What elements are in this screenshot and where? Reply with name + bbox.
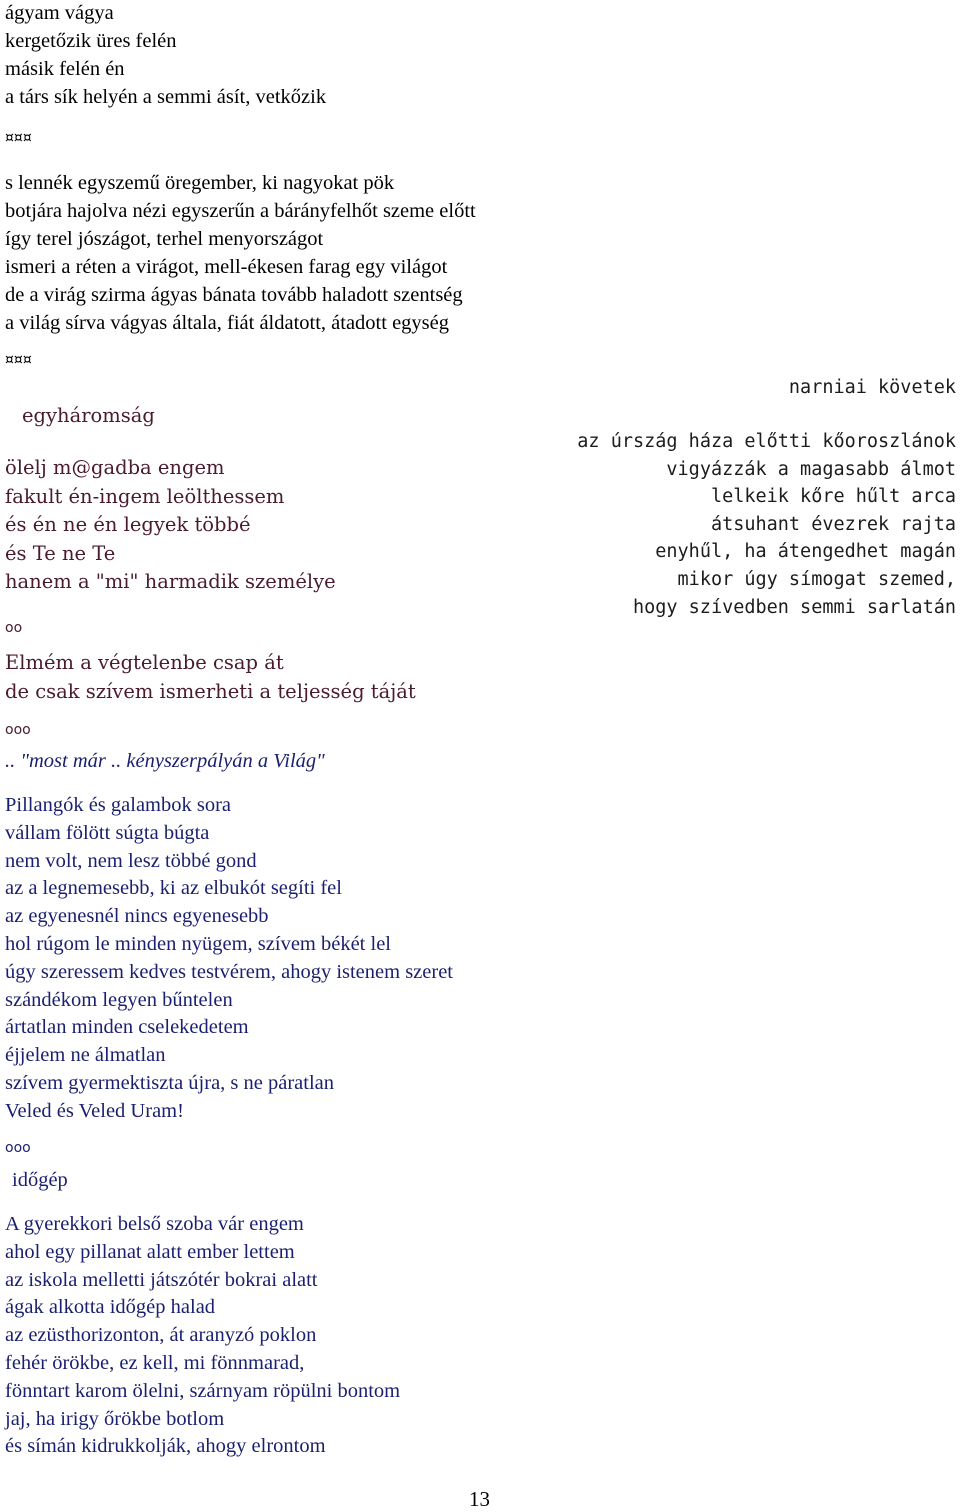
poem-line: és símán kidrukkolják, ahogy elrontom [5,1435,326,1458]
poem-line: fönntart karom ölelni, szárnyam röpülni bontom [5,1379,401,1402]
stanza-4 [5,649,416,706]
separator-currency: ¤¤¤ [5,352,32,368]
poem-line: éjjelem ne álmatlan [5,1044,166,1067]
separator-currency: ¤¤¤ [5,130,32,146]
poem-line: szándékom legyen bűntelen [5,988,233,1011]
poem-title-idogep: időgép [12,1169,68,1191]
right-stanza [577,428,956,621]
separator-circles: ooo [5,722,31,738]
poem-line: az a legnemesebb, ki az elbukót segíti fel [5,877,342,900]
poem-line: mikor úgy símogat szemed, [677,568,956,590]
poem-line: ágyam vágya [5,2,114,24]
stanza-1 [5,0,326,112]
poem-line: lelkeik kőre hűlt arca [710,486,956,508]
separator-circles: oo [5,620,23,636]
poem-line: hol rúgom le minden nyügem, szívem békét lel [5,932,391,955]
poem-line: az úrszág háza előtti kőoroszlánok [577,431,956,452]
poem-line: szívem gyermektiszta újra, s ne páratlan [5,1071,335,1094]
poem-line: ölelj m@gadba engem [5,456,225,479]
poem-line: hogy szívedben semmi sarlatán [632,596,956,618]
stanza-3 [5,454,336,597]
stanza-6 [5,1211,400,1461]
poem-line: ismeri a réten a virágot, mell-ékesen farag egy világot [5,255,448,278]
poem-line: jaj, ha irigy őrökbe botlom [5,1407,225,1430]
poem-line: az egyenesnél nincs egyenesebb [5,905,269,928]
poem-line: ahol egy pillanat alatt ember lettem [5,1240,295,1263]
poem-line: de a virág szirma ágyas bánata tovább haladott szentség [5,283,463,306]
poem-line: enyhűl, ha átengedhet magán [655,541,956,563]
poem-line: A gyerekkori belső szoba vár engem [5,1213,304,1235]
poem-line: fehér örökbe, ez kell, mi fönnmarad, [5,1351,305,1374]
poem-line: fakult én-ingem leölthessem [5,484,285,508]
poem-line: nem volt, nem lesz többé gond [5,849,257,872]
poem-line: Veled és Veled Uram! [5,1099,184,1122]
poem-line: a társ sík helyén a semmi ásít, vetkőzik [5,85,327,108]
poem-line: botjára hajolva nézi egyszerűn a bárányfelhőt szeme előtt [5,199,476,222]
poem-title-narniai-kovetek: narniai követek [788,377,956,398]
poem-line: hanem a "mi" harmadik személye [5,570,336,593]
poem-line: és én ne én legyek többé [5,513,251,536]
stanza-2 [5,170,476,337]
poem-title-egyharomsag: egyháromság [22,404,155,427]
poem-line: de csak szívem ismerheti a teljesség táját [5,679,416,703]
poem-line: s lennék egyszemű öregember, ki nagyokat pök [5,172,395,194]
poem-line: kergetőzik üres felén [5,29,177,52]
poem-title-most-mar: .. "most már .. kényszerpályán a Világ" [5,750,325,772]
poem-line: vállam fölött súgta búgta [5,821,210,844]
stanza-5 [5,792,453,1126]
poem-line: Elmém a végtelenbe csap át [5,651,284,674]
poem-line: másik felén én [5,57,125,80]
poem-line: és Te ne Te [5,541,116,565]
poem-line: így terel jószágot, terhel menyországot [5,227,324,250]
poem-line: ágak alkotta időgép halad [5,1296,216,1319]
poem-line: az ezüsthorizonton, át aranyzó poklon [5,1324,317,1347]
poem-line: átsuhant évezrek rajta [710,513,956,535]
poem-line: ártatlan minden cselekedetem [5,1016,249,1039]
poem-line: a világ sírva vágyas általa, fiát áldatott, átadott egység [5,311,450,334]
poem-line: úgy szeressem kedves testvérem, ahogy istenem szeret [5,960,453,983]
poem-line: az iskola melletti játszótér bokrai alatt [5,1268,318,1291]
page-number: 13 [469,1487,490,1511]
poem-line: Pillangók és galambok sora [5,794,232,816]
separator-circles: ooo [5,1140,31,1156]
poem-line: vigyázzák a magasabb álmot [666,458,956,480]
